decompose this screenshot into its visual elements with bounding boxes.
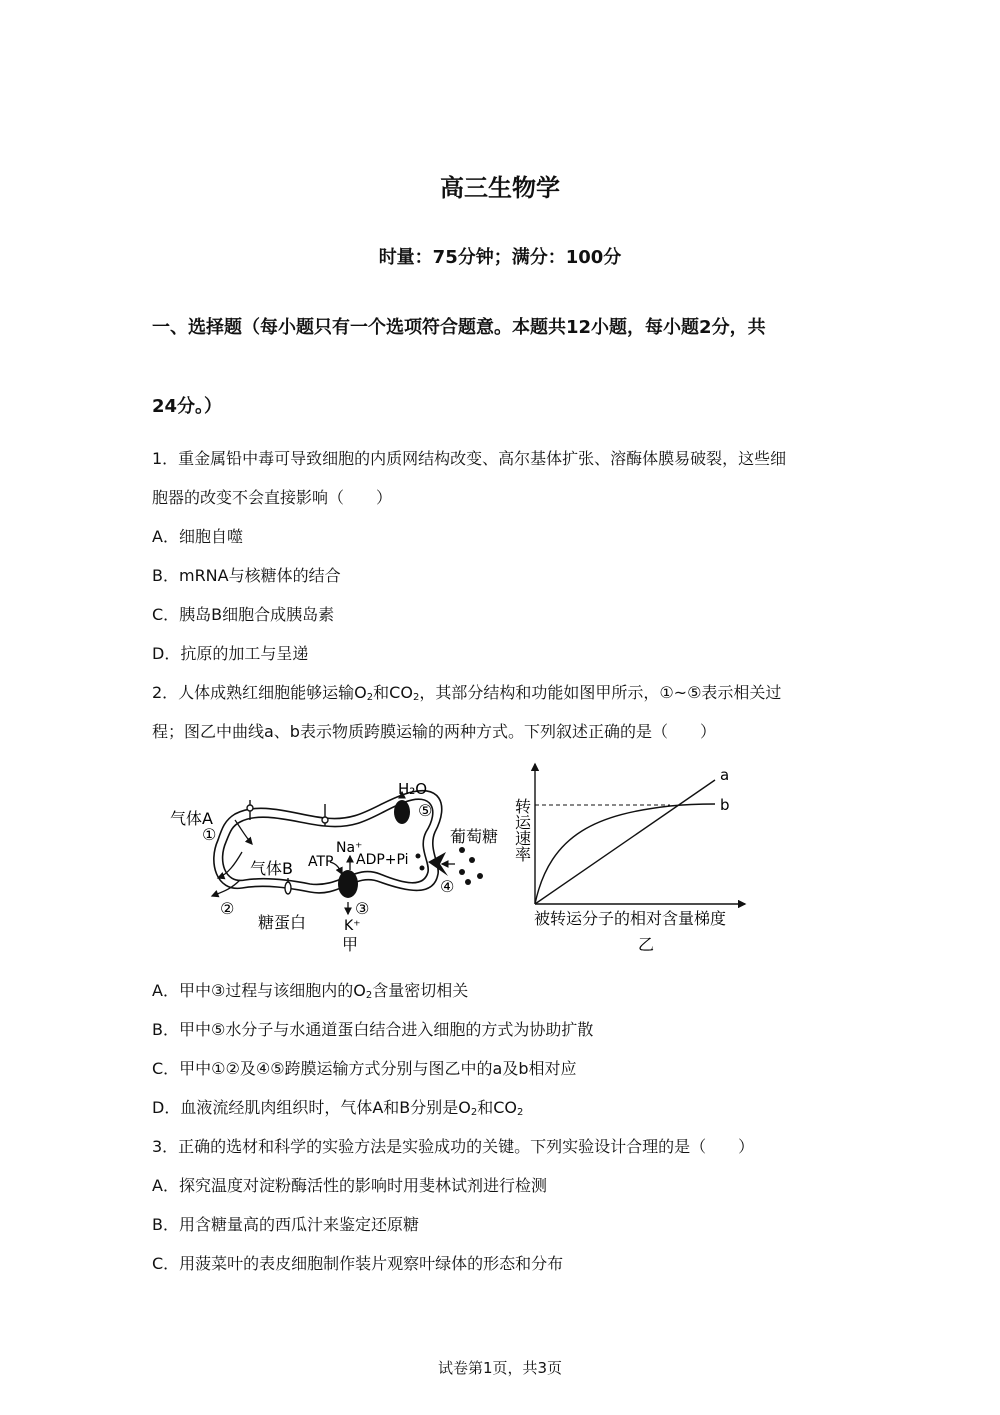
sodium-label: Na⁺ — [336, 840, 363, 856]
q1-stem-line2: 胞器的改变不会直接影响（ ） — [152, 488, 393, 507]
q3-option-c: C．用菠菜叶的表皮细胞制作装片观察叶绿体的形态和分布 — [152, 1254, 564, 1273]
q1-option-a: A．细胞自噬 — [152, 527, 243, 546]
section-heading-line1: 一、选择题（每小题只有一个选项符合题意。本题共12小题，每小题2分，共 — [152, 317, 766, 338]
adp-label: ADP+Pi — [356, 852, 409, 868]
section-heading-line2: 24分。） — [152, 396, 223, 417]
page-footer: 试卷第1页，共3页 — [437, 1359, 563, 1377]
process-1-label: ① — [202, 825, 217, 844]
q2-figure — [150, 752, 770, 962]
glycoprotein-markers — [247, 800, 328, 894]
q3-stem: 3．正确的选材和科学的实验方法是实验成功的关键。下列实验设计合理的是（ ） — [152, 1137, 755, 1156]
process-5-label: ⑤ — [418, 801, 433, 820]
curve-a-label: a — [720, 766, 730, 784]
q2-option-d: D．血液流经肌肉组织时，气体A和B分别是$O_2$和$CO_2$ — [152, 1098, 524, 1118]
curve-b-label: b — [720, 796, 730, 814]
exam-info: 时量：75分钟；满分：100分 — [378, 247, 622, 268]
process-4-label: ④ — [440, 877, 455, 896]
glucose-label: 葡萄糖 — [450, 827, 499, 846]
curve-b — [535, 804, 715, 904]
q2-option-c: C．甲中①②及④⑤跨膜运输方式分别与图乙中的a及b相对应 — [152, 1059, 577, 1078]
figure-yi-caption: 乙 — [638, 935, 655, 954]
yi-ylabel: 转运速率 — [512, 798, 532, 862]
process-2-label: ② — [220, 899, 235, 918]
q2-stem-line2: 程；图乙中曲线a、b表示物质跨膜运输的两种方式。下列叙述正确的是（ ） — [152, 722, 716, 741]
q1-stem-line1: 1．重金属铅中毒可导致细胞的内质网结构改变、高尔基体扩张、溶酶体膜易破裂，这些细 — [152, 449, 787, 468]
water-channel — [394, 800, 410, 824]
q3-option-b: B．用含糖量高的西瓜汁来鉴定还原糖 — [152, 1215, 419, 1234]
atp-label: ATP — [308, 854, 334, 870]
glycoprotein-label: 糖蛋白 — [258, 913, 307, 932]
figure-jia-caption: 甲 — [342, 935, 359, 954]
process-3-label: ③ — [355, 899, 370, 918]
curve-a — [535, 780, 715, 904]
water-label: H₂O — [398, 780, 428, 798]
q2-stem-line1: 2．人体成熟红细胞能够运输$O_2$和$CO_2$，其部分结构和功能如图甲所示，①~⑤表示相关过 — [152, 683, 782, 703]
sodium-potassium-pump — [338, 870, 358, 898]
q2-option-a: A．甲中③过程与该细胞内的$O_2$含量密切相关 — [152, 981, 469, 1001]
q2-option-b: B．甲中⑤水分子与水通道蛋白结合进入细胞的方式为协助扩散 — [152, 1020, 594, 1039]
gas-b-label: 气体B — [250, 859, 293, 878]
page-title: 高三生物学 — [440, 174, 560, 202]
q3-option-a: A．探究温度对淀粉酶活性的影响时用斐林试剂进行检测 — [152, 1176, 547, 1195]
yi-xlabel: 被转运分子的相对含量梯度 — [534, 909, 727, 928]
q1-option-b: B．mRNA与核糖体的结合 — [152, 566, 341, 585]
q1-option-d: D．抗原的加工与呈递 — [152, 644, 309, 663]
potassium-label: K⁺ — [344, 918, 361, 934]
gas-a-label: 气体A — [170, 809, 213, 828]
q1-option-c: C．胰岛B细胞合成胰岛素 — [152, 605, 335, 624]
